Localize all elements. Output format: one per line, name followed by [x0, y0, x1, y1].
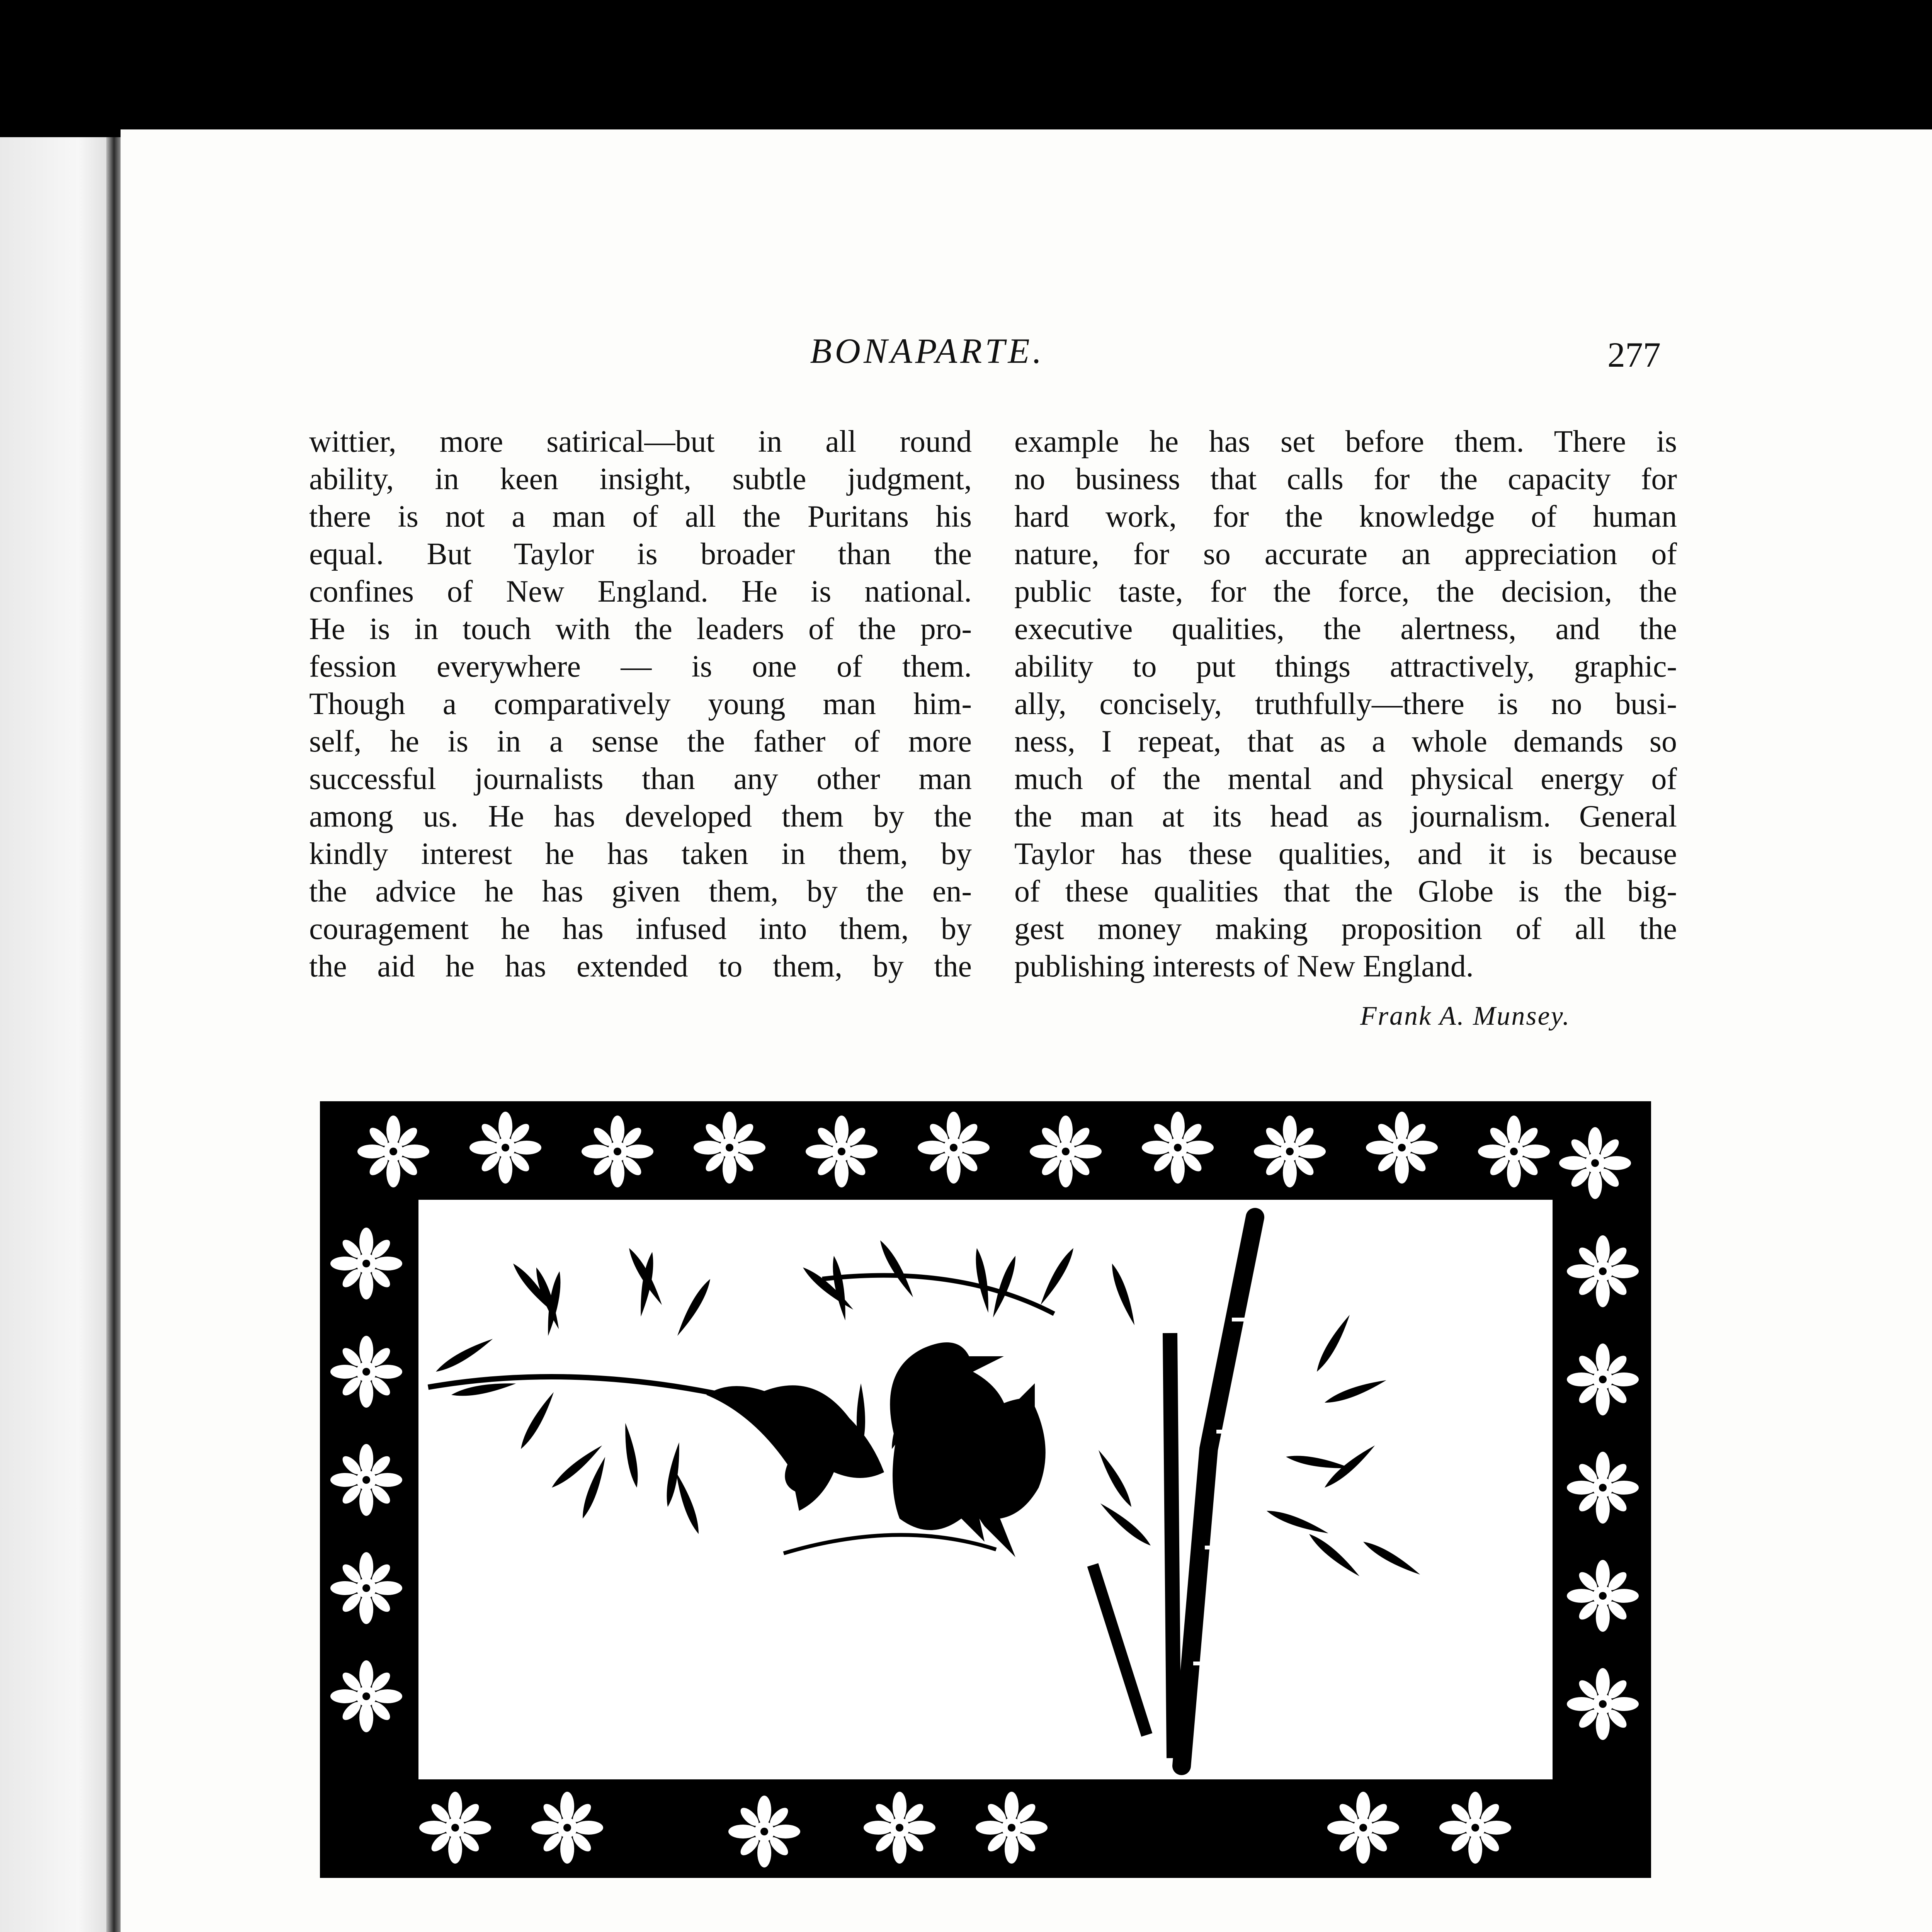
text-line: the aid he has extended to them, by the [309, 949, 972, 983]
text-line: wittier, more satirical—but in all round [309, 425, 972, 459]
text-line: no business that calls for the capacity for [1014, 462, 1677, 496]
text-line: nature, for so accurate an appreciation of [1014, 537, 1677, 571]
birds-bamboo-illustration [320, 1101, 1651, 1878]
text-line: ability, in keen insight, subtle judgment, [309, 462, 972, 496]
text-line: publishing interests of New England. [1014, 949, 1474, 983]
facing-page [0, 137, 112, 1932]
text-line: the man at its head as journalism. General [1014, 799, 1677, 833]
text-line: Taylor has these qualities, and it is because [1014, 837, 1677, 871]
text-line: executive qualities, the alertness, and the [1014, 612, 1677, 646]
article-right-column [1014, 423, 1677, 985]
text-line: ally, concisely, truthfully—there is no busi- [1014, 687, 1677, 721]
article-signature: Frank A. Munsey. [1360, 1001, 1571, 1031]
text-line: of these qualities that the Globe is the big- [1014, 874, 1677, 908]
text-line: fession everywhere — is one of them. [309, 650, 972, 684]
text-line: hard work, for the knowledge of human [1014, 500, 1677, 534]
text-line: the advice he has given them, by the en- [309, 874, 972, 908]
page-number: 277 [1607, 335, 1661, 374]
text-line: equal. But Taylor is broader than the [309, 537, 972, 571]
text-line: there is not a man of all the Puritans his [309, 500, 972, 534]
text-line: example he has set before them. There is [1014, 425, 1677, 459]
text-line: public taste, for the force, the decision, the [1014, 575, 1677, 609]
text-line: successful journalists than any other man [309, 762, 972, 796]
text-line: much of the mental and physical energy of [1014, 762, 1677, 796]
text-line: He is in touch with the leaders of the pro- [309, 612, 972, 646]
text-line: couragement he has infused into them, by [309, 912, 972, 946]
text-line: ness, I repeat, that as a whole demands so [1014, 724, 1677, 759]
book-spine [106, 137, 122, 1932]
text-line: gest money making proposition of all the [1014, 912, 1677, 946]
text-line: among us. He has developed them by the [309, 799, 972, 833]
text-line: kindly interest he has taken in them, by [309, 837, 972, 871]
running-title: BONAPARTE. [810, 331, 1045, 371]
article-left-column [309, 423, 972, 985]
birds-on-bamboo-silhouette-icon [320, 1101, 1651, 1878]
text-line: confines of New England. He is national. [309, 575, 972, 609]
text-line: Though a comparatively young man him- [309, 687, 972, 721]
text-line: self, he is in a sense the father of more [309, 724, 972, 759]
text-line: ability to put things attractively, graphic- [1014, 650, 1677, 684]
